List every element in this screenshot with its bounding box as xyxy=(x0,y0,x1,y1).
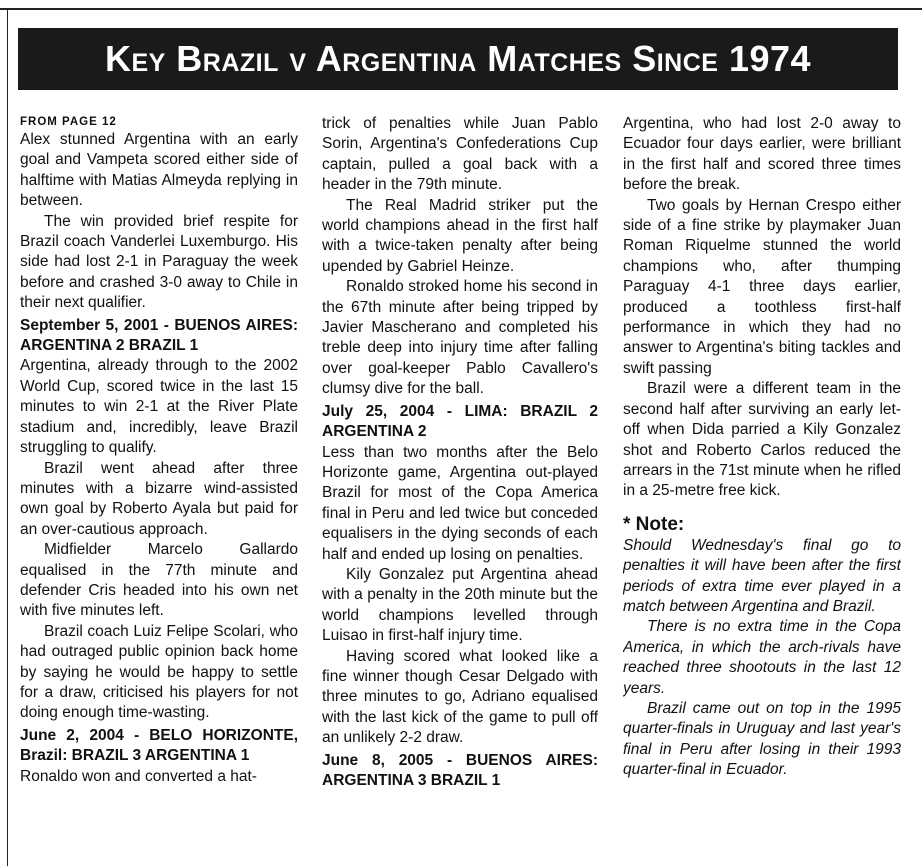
note-paragraph: Brazil came out on top in the 1995 quarter-finals in Uruguay and last year's final in Peru after losing in their 1993 quarter-final in Ecuador. xyxy=(623,699,901,779)
paragraph: The Real Madrid striker put the world champions ahead in the first half with a twice-taken penalty after being upended by Gabriel Heinze. xyxy=(322,196,598,275)
note-paragraph: There is no extra time in the Copa America, in which the arch-rivals have reached three shootouts in the last 12 years. xyxy=(623,618,901,697)
article-column-3 xyxy=(623,114,901,866)
page-top-rule xyxy=(0,8,922,10)
article-column-2 xyxy=(322,114,598,866)
headline-banner xyxy=(18,28,898,90)
paragraph: Alex stunned Argentina with an early goal and Vampeta scored either side of halftime with Matias Almeyda replying in between. xyxy=(20,131,298,210)
paragraph: trick of penalties while Juan Pablo Sorin, Argentina's Confederations Cup captain, pulled a goal back with a header in the 79th minute. xyxy=(322,115,598,194)
paragraph: Two goals by Hernan Crespo either side of a fine strike by playmaker Juan Roman Riquelme stunned the world champions who, after thumping Paraguay 4-1 three days earlier, produced a toothless first-half performance in which they had no answer to Argentina's biting tackles and swift passing xyxy=(623,196,901,377)
paragraph: Ronaldo won and converted a hat- xyxy=(20,767,257,785)
continued-from-label: FROM PAGE 12 xyxy=(20,116,117,128)
match-subheading: September 5, 2001 - BUENOS AIRES: ARGENTINA 2 BRAZIL 1 xyxy=(20,316,298,355)
paragraph: Argentina, already through to the 2002 World Cup, scored twice in the last 15 minutes to win 2-1 at the River Plate stadium and, incredibly, leave Brazil struggling to qualify. xyxy=(20,357,298,457)
paragraph: Midfielder Marcelo Gallardo equalised in the 77th minute and defender Cris headed into his own net with five minutes left. xyxy=(20,541,298,620)
paragraph: Brazil went ahead after three minutes with a bizarre wind-assisted own goal by Roberto Ayala but paid for an over-cautious approach. xyxy=(20,459,298,538)
paragraph: Kily Gonzalez put Argentina ahead with a penalty in the 20th minute but the world champions levelled through Luisao in first-half injury time. xyxy=(322,565,598,645)
note-heading: * Note: xyxy=(623,513,685,535)
paragraph: Having scored what looked like a fine winner though Cesar Delgado with three minutes to go, Adriano equalised with the last kick of the game to pull off an unlikely 2-2 draw. xyxy=(322,647,598,747)
paragraph: The win provided brief respite for Brazil coach Vanderlei Luxemburgo. His side had lost 2-1 in Paraguay the week before and crashed 3-0 away to Chile in their next qualifier. xyxy=(20,212,298,312)
match-subheading: July 25, 2004 - LIMA: BRAZIL 2 ARGENTINA 2 xyxy=(322,402,598,441)
article-column-1 xyxy=(20,114,298,866)
headline-title: Key Brazil v Argentina Matches Since 1974 xyxy=(104,38,812,79)
page-left-rule xyxy=(7,8,8,866)
paragraph: Less than two months after the Belo Horizonte game, Argentina out-played Brazil for most of the Copa America final in Peru and led twice but conceded equalisers in the dying seconds of each half and ended up losing on penalties. xyxy=(322,443,598,563)
paragraph: Argentina, who had lost 2-0 away to Ecuador four days earlier, were brilliant in the first half and scored three times before the break. xyxy=(623,115,901,194)
note-paragraph: Should Wednesday's final go to penalties it will have been after the first periods of extra time ever played in a match between Argentina and Brazil. xyxy=(623,536,901,615)
match-subheading: June 8, 2005 - BUENOS AIRES: ARGENTINA 3 BRAZIL 1 xyxy=(322,751,598,789)
paragraph: Ronaldo stroked home his second in the 67th minute after being tripped by Javier Mascherano and completed his treble deep into injury time after falling over goal-keeper Pablo Cavallero's clumsy dive for the ball. xyxy=(322,278,598,398)
paragraph: Brazil were a different team in the second half after surviving an early let-off when Dida parried a Kily Gonzalez shot and Roberto Carlos reduced the arrears in the 71st minute when he rifled in a 25-metre free kick. xyxy=(623,380,901,500)
paragraph: Brazil coach Luiz Felipe Scolari, who had outraged public opinion back home by saying he would be happy to settle for a draw, criticised his players for not doing enough time-wasting. xyxy=(20,622,298,722)
match-subheading: June 2, 2004 - BELO HORIZONTE, Brazil: BRAZIL 3 ARGENTINA 1 xyxy=(20,726,298,765)
